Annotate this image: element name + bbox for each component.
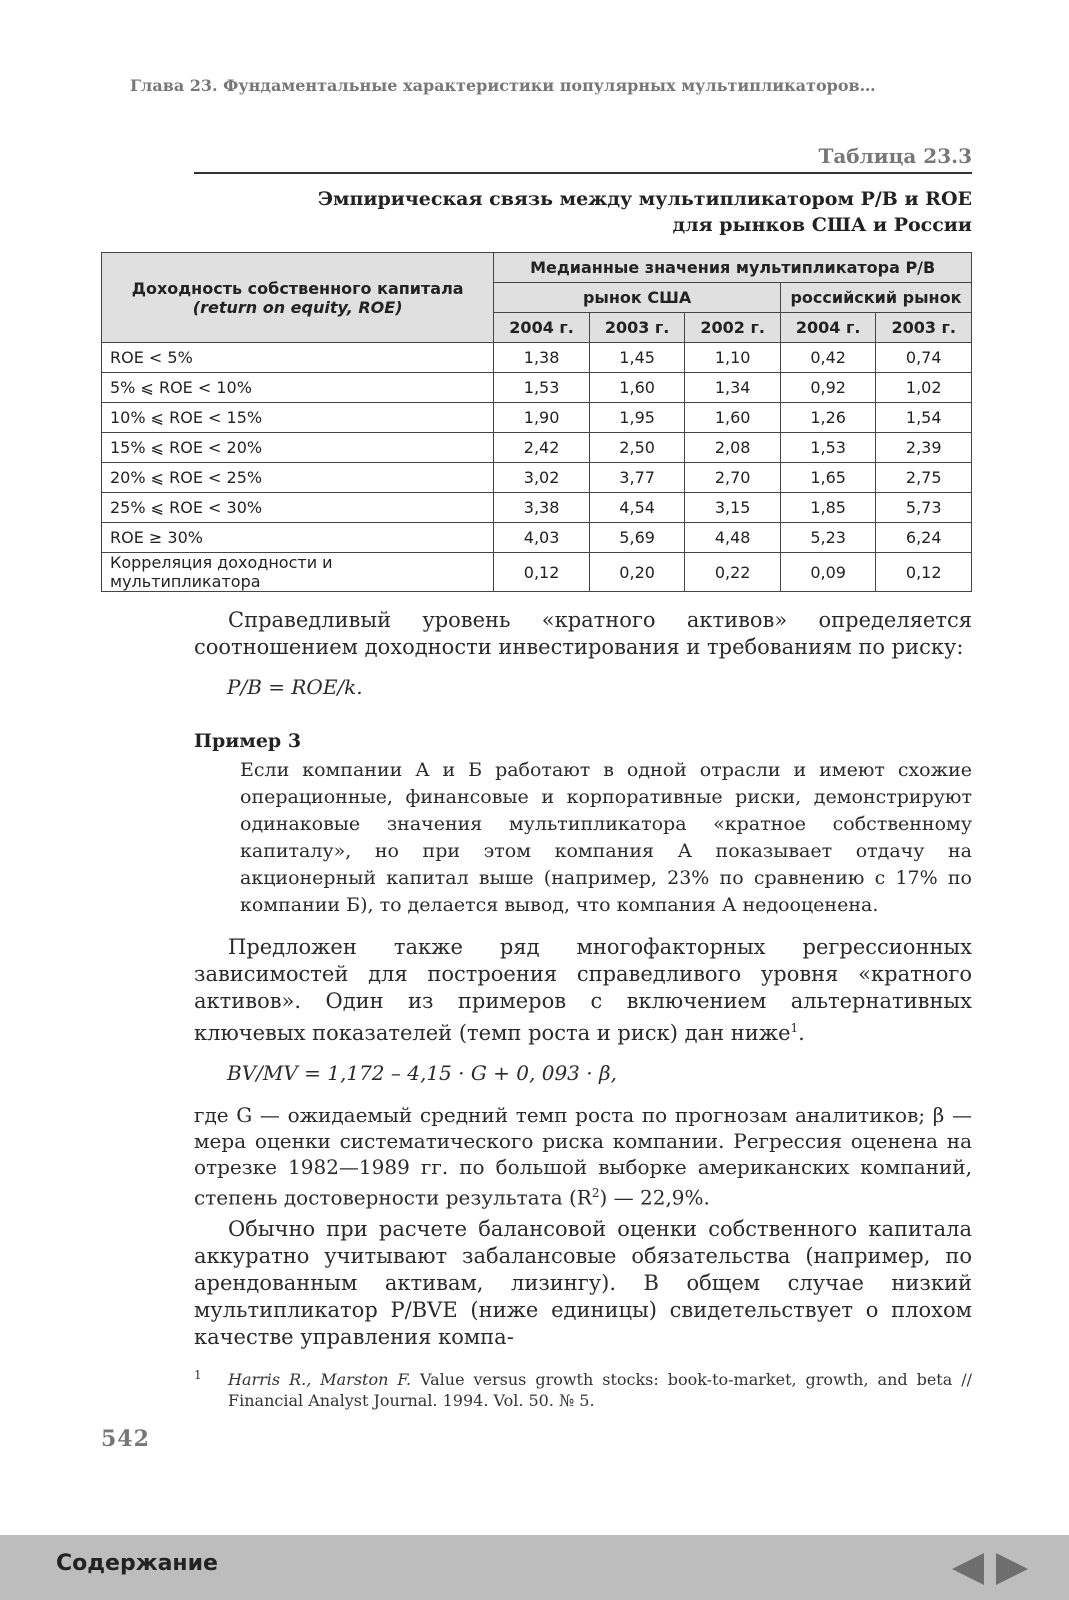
- cell: 1,34: [685, 373, 781, 403]
- table-caption-line1: Эмпирическая связь между мультипликатором P/B и ROE: [317, 188, 972, 210]
- header-us-market: рынок США: [494, 283, 781, 313]
- footnote-citation: Value versus growth stocks: book-to-market, growth, and beta // Financial Analyst Journal. 1994. Vol. 50. № 5.: [228, 1370, 973, 1410]
- cell: 0,12: [494, 553, 590, 592]
- cell: 1,95: [589, 403, 685, 433]
- table-row: [102, 463, 972, 493]
- table-row: [102, 493, 972, 523]
- cell: 2,08: [685, 433, 781, 463]
- cell: 2,70: [685, 463, 781, 493]
- cell: 2,75: [876, 463, 972, 493]
- cell: 0,74: [876, 343, 972, 373]
- cell: 1,90: [494, 403, 590, 433]
- previous-page-icon[interactable]: [952, 1553, 984, 1585]
- header-year: 2003 г.: [589, 313, 685, 343]
- header-year: 2004 г.: [780, 313, 876, 343]
- next-page-icon[interactable]: [996, 1553, 1028, 1585]
- header-year: 2003 г.: [876, 313, 972, 343]
- footnote: [194, 1369, 972, 1411]
- cell: 3,38: [494, 493, 590, 523]
- paragraph-regression-text: Предложен также ряд многофакторных регрессионных зависимостей для построения справедливого уровня «кратного активов». Один из примеров с включением альтернативных ключевых показателей (темп роста и риск) дан ниже: [194, 935, 972, 1045]
- cell: 4,03: [494, 523, 590, 553]
- header-year: 2004 г.: [494, 313, 590, 343]
- running-head: Глава 23. Фундаментальные характеристики популярных мультипликаторов…: [130, 76, 876, 95]
- header-roe-label: Доходность собственного капитала: [131, 278, 464, 298]
- cell: 1,60: [589, 373, 685, 403]
- header-roe: [102, 253, 494, 343]
- table-caption-line2: для рынков США и России: [672, 214, 972, 236]
- row-label: ROE ≥ 30%: [102, 523, 494, 553]
- cell: 1,53: [780, 433, 876, 463]
- header-median: Медианные значения мультипликатора P/B: [494, 253, 972, 283]
- table-row: [102, 433, 972, 463]
- page-number: 542: [101, 1426, 150, 1452]
- header-roe-sub: (return on equity, ROE): [192, 297, 403, 317]
- table-row: [102, 343, 972, 373]
- example-body: Если компании А и Б работают в одной отрасли и имеют схожие операционные, финансовые и корпоративные риски, демонстрируют одинаковые значения мультипликатора «кратное собственному капиталу», но при этом компания А показывает отдачу на акционерный капитал выше (например, 23% по сравнению с 17% по компании Б), то делается вывод, что компания А недооценена.: [240, 759, 972, 916]
- table-row: [102, 523, 972, 553]
- table-row: [102, 373, 972, 403]
- cell: 2,42: [494, 433, 590, 463]
- cell: 5,69: [589, 523, 685, 553]
- row-label: 20% ⩽ ROE < 25%: [102, 463, 494, 493]
- cell: 3,77: [589, 463, 685, 493]
- table-row: [102, 403, 972, 433]
- row-label: 10% ⩽ ROE < 15%: [102, 403, 494, 433]
- paragraph-regression: Предложен также ряд многофакторных регрессионных зависимостей для построения справедливого уровня «кратного активов». Один из примеров с включением альтернативных ключевых показателей (темп роста и риск) дан ниже$^1$.: [194, 935, 972, 1045]
- cell: 1,45: [589, 343, 685, 373]
- footnote-authors: Harris R., Marston F.: [228, 1370, 412, 1389]
- cell: 3,02: [494, 463, 590, 493]
- row-label: 15% ⩽ ROE < 20%: [102, 433, 494, 463]
- paragraph-definitions-text: где G — ожидаемый средний темп роста по прогнозам аналитиков; β — мера оценки систематического риска компании. Регрессия оценена на отрезке 1982—1989 гг. по большой выборке американских компаний, степень достоверности результата (R: [194, 1103, 972, 1210]
- row-label: ROE < 5%: [102, 343, 494, 373]
- cell: 1,65: [780, 463, 876, 493]
- cell: 1,38: [494, 343, 590, 373]
- cell: 0,12: [876, 553, 972, 592]
- row-label: 5% ⩽ ROE < 10%: [102, 373, 494, 403]
- cell: 2,39: [876, 433, 972, 463]
- paragraph-balance: [194, 1216, 972, 1351]
- formula-pb-roe: P/B = ROE/k.: [227, 675, 363, 699]
- cell: 0,20: [589, 553, 685, 592]
- paragraph-definitions: [194, 1102, 972, 1211]
- cell: 1,85: [780, 493, 876, 523]
- cell: 5,23: [780, 523, 876, 553]
- cell: 1,53: [494, 373, 590, 403]
- cell: 0,42: [780, 343, 876, 373]
- cell: 4,54: [589, 493, 685, 523]
- table-row: [102, 553, 972, 592]
- footnote-text: [228, 1369, 972, 1411]
- contents-link[interactable]: Содержание: [56, 1551, 218, 1576]
- header-ru-market: российский рынок: [780, 283, 971, 313]
- cell: 1,02: [876, 373, 972, 403]
- r-squared-exp: 2: [591, 1186, 600, 1200]
- paragraph-definitions-end: ) — 22,9%.: [599, 1185, 710, 1210]
- formula-bv-mv: BV/MV = 1,172 – 4,15 · G + 0, 093 · β,: [227, 1061, 617, 1085]
- cell: 4,48: [685, 523, 781, 553]
- cell: 3,15: [685, 493, 781, 523]
- footnote-mark: 1: [194, 1368, 202, 1382]
- cell: 0,22: [685, 553, 781, 592]
- table-label: Таблица 23.3: [194, 144, 972, 174]
- pb-roe-table: [101, 252, 972, 592]
- cell: 0,09: [780, 553, 876, 592]
- cell: 1,54: [876, 403, 972, 433]
- footnote-ref[interactable]: 1: [790, 1021, 799, 1035]
- bottom-navigation-bar: [0, 1535, 1069, 1600]
- cell: 1,26: [780, 403, 876, 433]
- paragraph-fair-level: [194, 607, 972, 661]
- cell: 5,73: [876, 493, 972, 523]
- table-caption: [194, 186, 972, 238]
- paragraph-fair-level-text: Справедливый уровень «кратного активов» определяется соотношением доходности инвестирования и требованиям по риску:: [194, 608, 972, 659]
- example-title: Пример 3: [194, 730, 302, 752]
- cell: 1,60: [685, 403, 781, 433]
- cell: 2,50: [589, 433, 685, 463]
- cell: 1,10: [685, 343, 781, 373]
- row-label: Корреляция доходности и мультипликатора: [102, 553, 494, 592]
- paragraph-balance-text: Обычно при расчете балансовой оценки собственного капитала аккуратно учитывают забалансовые обязательства (например, по арендованным активам, лизингу). В общем случае низкий мультипликатор P/BVE (ниже единицы) свидетельствует о плохом качестве управления компа-: [194, 1217, 972, 1349]
- cell: 6,24: [876, 523, 972, 553]
- header-year: 2002 г.: [685, 313, 781, 343]
- row-label: 25% ⩽ ROE < 30%: [102, 493, 494, 523]
- cell: 0,92: [780, 373, 876, 403]
